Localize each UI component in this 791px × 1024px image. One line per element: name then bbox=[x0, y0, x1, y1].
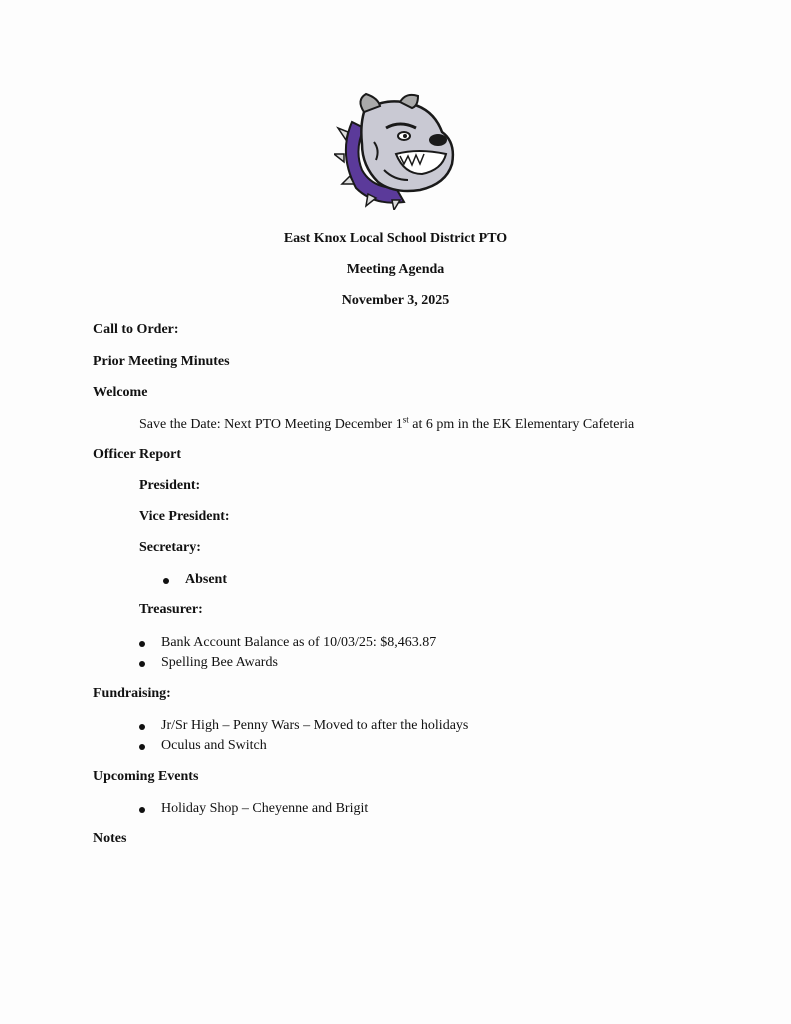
org-name: East Knox Local School District PTO bbox=[283, 231, 508, 246]
fundraising-heading: Fundraising: bbox=[93, 686, 171, 701]
fundraising-item: Oculus and Switch bbox=[161, 738, 267, 753]
president-label: President: bbox=[139, 478, 201, 493]
secretary-label: Secretary: bbox=[139, 540, 201, 555]
bullet-icon bbox=[139, 744, 145, 750]
officer-report-heading: Officer Report bbox=[93, 447, 181, 462]
upcoming-item: Holiday Shop – Cheyenne and Brigit bbox=[161, 801, 369, 816]
bullet-icon bbox=[163, 578, 169, 584]
save-the-date bbox=[139, 414, 635, 433]
upcoming-events-heading: Upcoming Events bbox=[93, 769, 199, 784]
doc-title: Meeting Agenda bbox=[346, 262, 445, 277]
call-to-order-heading: Call to Order: bbox=[93, 322, 179, 337]
vice-president-label: Vice President: bbox=[139, 509, 230, 524]
save-date-rest: at 6 pm in the EK Elementary Cafeteria bbox=[408, 417, 635, 432]
meeting-date: November 3, 2025 bbox=[341, 293, 450, 308]
prior-minutes-heading: Prior Meeting Minutes bbox=[93, 354, 230, 369]
treasurer-item: Bank Account Balance as of 10/03/25: $8,463.87 bbox=[161, 635, 437, 650]
treasurer-item: Spelling Bee Awards bbox=[161, 655, 278, 670]
bullet-icon bbox=[139, 641, 145, 647]
save-date-text: Save the Date: Next PTO Meeting December 1 bbox=[139, 417, 403, 432]
treasurer-label: Treasurer: bbox=[139, 602, 203, 617]
bullet-icon bbox=[139, 807, 145, 813]
bullet-icon bbox=[139, 661, 145, 667]
secretary-item: Absent bbox=[185, 572, 228, 587]
notes-heading: Notes bbox=[93, 831, 127, 846]
fundraising-item: Jr/Sr High – Penny Wars – Moved to after the holidays bbox=[161, 718, 469, 733]
bulldog-logo-icon bbox=[334, 92, 458, 210]
welcome-heading: Welcome bbox=[93, 385, 148, 400]
bullet-icon bbox=[139, 724, 145, 730]
save-date-ordinal: st bbox=[402, 414, 409, 425]
